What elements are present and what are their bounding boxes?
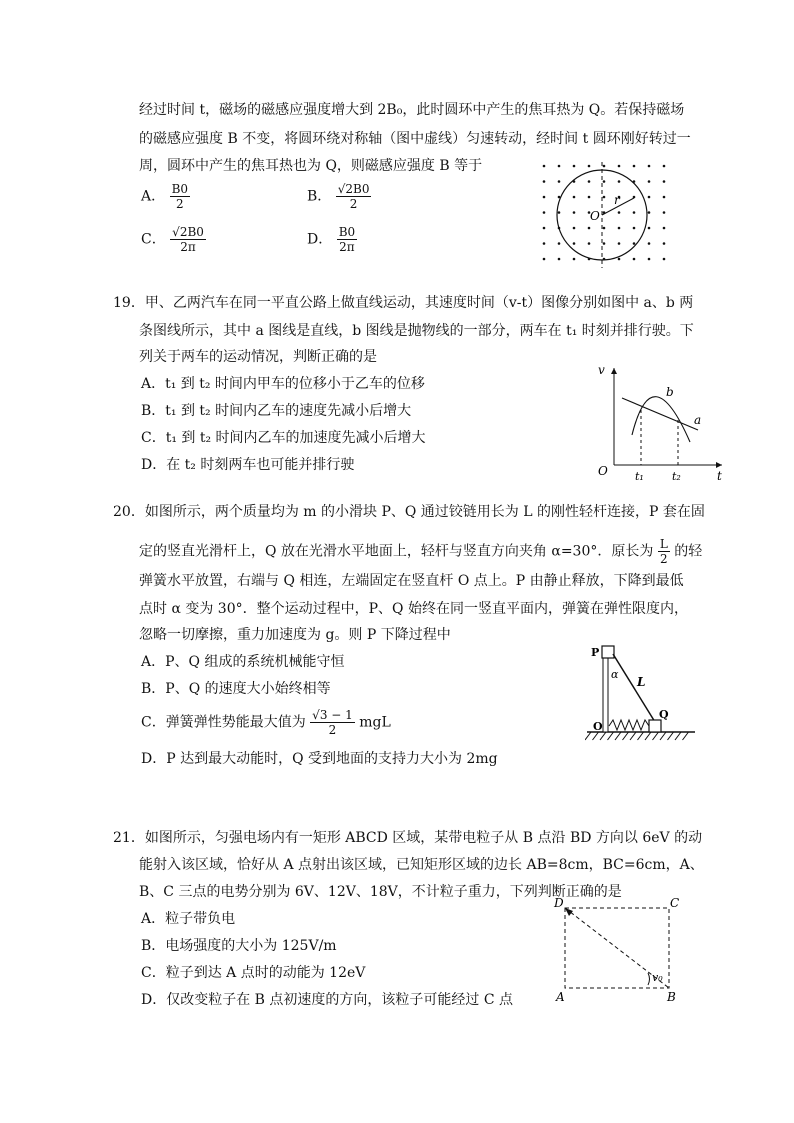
o-label: O [593,720,603,733]
field-dot [648,242,651,245]
v0-label: v₀ [652,971,663,984]
fraction [337,225,357,254]
q21-line-1: 21．如图所示，匀强电场内有一矩形 ABCD 区域，某带电粒子从 B 点沿 BD 方向以 6eV 的动 [113,830,703,846]
ground-hatch [593,732,599,740]
field-dot [618,211,621,214]
b-label: B [667,990,676,1004]
field-dot [558,242,561,245]
fraction [170,182,190,211]
a-label: a [694,413,702,427]
option-label: D． [307,231,333,248]
q21-option-c[interactable]: C．粒子到达 A 点时的动能为 12eV [141,965,366,981]
q19-option-d[interactable]: D．在 t₂ 时刻两车也可能并排行驶 [141,457,355,473]
q18-option-b[interactable] [307,182,371,211]
v-label: v [598,363,605,377]
field-dot [663,196,666,199]
field-dot [543,211,546,214]
field-dot [663,258,666,261]
option-label: B． [307,188,332,205]
ground-hatch [660,732,666,740]
q20-line-3: 弹簧水平放置，右端与 Q 相连，左端固定在竖直杆 O 点上。P 由静止释放，下降到最低 [139,573,684,589]
field-dot [663,180,666,183]
q21-line-2: 能射入该区域，恰好从 A 点射出该区域，已知矩形区域的边长 AB=8cm，BC=6cm，A、 [139,857,704,873]
field-dot [663,227,666,230]
slider-p [602,646,614,658]
line-text: 定的竖直光滑杆上，Q 放在光滑水平地面上，轻杆与竖直方向夹角 α=30°．原长为 [139,543,654,560]
q20-option-d[interactable]: D．P 达到最大动能时，Q 受到地面的支持力大小为 2mg [141,751,498,767]
q20-slider-figure [585,638,700,746]
option-text: mgL [359,714,391,731]
field-dot [663,211,666,214]
v0-arc [648,973,650,985]
d-label: D [554,896,564,910]
q20-option-b[interactable]: B．P、Q 的速度大小始终相等 [141,681,331,697]
denominator: 2 [175,197,184,211]
field-dot [543,242,546,245]
field-dot [543,258,546,261]
field-dot [618,227,621,230]
field-dot [603,180,606,183]
field-dot [543,165,546,168]
field-dot [648,196,651,199]
direction-arrow [565,908,573,916]
field-dot [648,258,651,261]
q18-ring-figure [538,160,668,270]
q19-option-a[interactable]: A．t₁ 到 t₂ 时间内甲车的位移小于乙车的位移 [141,376,425,392]
field-dot [588,180,591,183]
field-dot [648,227,651,230]
t-axis-arrow [716,462,722,468]
field-dot [603,165,606,168]
numerator: √2B0 [337,182,370,196]
v-axis-arrow [611,368,617,374]
field-dot [573,211,576,214]
q20-line-1: 20．如图所示，两个质量均为 m 的小滑块 P、Q 通过铰链用长为 L 的刚性轻杆连接，P 套在固 [113,504,705,520]
field-dot [558,211,561,214]
q21-option-b[interactable]: B．电场强度的大小为 125V/m [141,938,337,954]
field-dot [648,180,651,183]
q18-option-d[interactable] [307,225,357,254]
q19-line-1: 19．甲、乙两汽车在同一平直公路上做直线运动，其速度时间（v-t）图像分别如图中 a、b 两 [113,295,694,311]
field-dot [603,227,606,230]
field-dot [588,165,591,168]
denominator: 2π [180,240,196,254]
q19-line-3: 列关于两车的运动情况，判断正确的是 [139,349,377,365]
field-dot [573,258,576,261]
q19-vt-graph [590,360,730,485]
field-dot [588,242,591,245]
denominator: 2 [328,723,337,737]
field-dot [618,258,621,261]
q19-line-2: 条图线所示，其中 a 图线是直线，b 图线是抛物线的一部分，两车在 t₁ 时刻并排行驶。下 [139,323,694,339]
field-dot [663,242,666,245]
fraction [336,182,372,211]
ground-hatch [615,732,621,740]
field-dot [603,196,606,199]
l-label: L [637,675,646,689]
p-label: P [591,646,600,659]
q18-line-3: 周，圆环中产生的焦耳热也为 Q，则磁感应强度 B 等于 [139,158,483,174]
ground-hatch [585,732,591,740]
field-dot [633,165,636,168]
q18-line-1: 经过时间 t，磁场的磁感应强度增大到 2B₀，此时圆环中产生的焦耳热为 Q。若保持磁场 [139,102,685,118]
fraction [310,708,355,737]
field-dot [588,196,591,199]
fraction [170,225,206,254]
field-dot [573,165,576,168]
q21-option-a[interactable]: A．粒子带负电 [141,911,236,927]
q19-option-b[interactable]: B．t₁ 到 t₂ 时间内乙车的速度先减小后增大 [141,403,412,419]
numerator: √2B0 [172,225,204,239]
spring [609,720,649,730]
numerator: L [659,537,668,551]
field-dot [573,242,576,245]
field-dot [648,165,651,168]
q20-line-2 [139,537,702,566]
origin-label: O [598,464,608,478]
ground-hatch [608,732,614,740]
q18-line-2: 的磁感应强度 B 不变，将圆环绕对称轴（图中虚线）匀速转动，经时间 t 圆环刚好转过一 [139,131,691,147]
vertical-rod [603,652,608,732]
ground-hatch [675,732,681,740]
denominator: 2 [659,552,668,566]
line-text: 的轻 [674,543,703,560]
t1-label: t₁ [635,470,644,483]
a-label: A [556,990,565,1004]
q20-line-4: 点时 α 变为 30°．整个运动过程中，P、Q 始终在同一竖直平面内，弹簧在弹性限度内， [139,601,688,617]
center-label: O [590,209,600,223]
field-dot [618,165,621,168]
ground-hatch [638,732,644,740]
alpha-label: α [611,668,619,681]
numerator: √3 − 1 [312,708,353,722]
field-dot [543,180,546,183]
fraction [658,537,670,566]
denominator: 2π [339,240,355,254]
ground-hatch [600,732,606,740]
numerator: B0 [171,182,189,196]
field-dot [633,258,636,261]
q18-option-a[interactable] [141,182,190,211]
b-label: b [666,385,674,399]
field-dot [618,180,621,183]
line-a [622,398,698,430]
q-label: Q [659,708,669,721]
radius-label: r [614,193,620,207]
q20-option-c[interactable] [141,708,391,737]
field-dot [588,227,591,230]
rigid-rod [613,654,655,722]
field-dot [558,258,561,261]
q18-option-c[interactable] [141,225,206,254]
numerator: B0 [338,225,356,239]
ground-hatch [653,732,659,740]
ground-hatch [630,732,636,740]
option-label: A． [141,188,166,205]
option-text: C．弹簧弹性势能最大值为 [141,714,306,731]
field-dot [573,227,576,230]
c-label: C [670,896,680,910]
field-dot [543,196,546,199]
field-dot [633,242,636,245]
t-label: t [717,469,722,483]
t2-label: t₂ [672,470,681,483]
field-dot [558,180,561,183]
field-dot [633,196,636,199]
field-dot [648,211,651,214]
q21-option-d[interactable]: D．仅改变粒子在 B 点初速度的方向，该粒子可能经过 C 点 [141,992,514,1008]
ground-hatch [623,732,629,740]
q21-rectangle-figure [548,893,693,1008]
field-dot [558,165,561,168]
ground-hatch [683,732,689,740]
field-dot [573,196,576,199]
q20-line-5: 忽略一切摩擦，重力加速度为 g。则 P 下降过程中 [139,627,451,643]
q19-option-c[interactable]: C．t₁ 到 t₂ 时间内乙车的加速度先减小后增大 [141,430,426,446]
ground-hatch [645,732,651,740]
ground-hatch [668,732,674,740]
slider-q [649,720,661,732]
field-dot [633,227,636,230]
field-dot [663,165,666,168]
option-label: C． [141,231,166,248]
denominator: 2 [349,197,358,211]
q20-option-a[interactable]: A．P、Q 组成的系统机械能守恒 [141,654,345,670]
field-dot [618,242,621,245]
field-dot [633,211,636,214]
field-dot [543,227,546,230]
field-dot [603,242,606,245]
q21-line-3: B、C 三点的电势分别为 6V、12V、18V，不计粒子重力，下列判断正确的是 [139,884,622,900]
